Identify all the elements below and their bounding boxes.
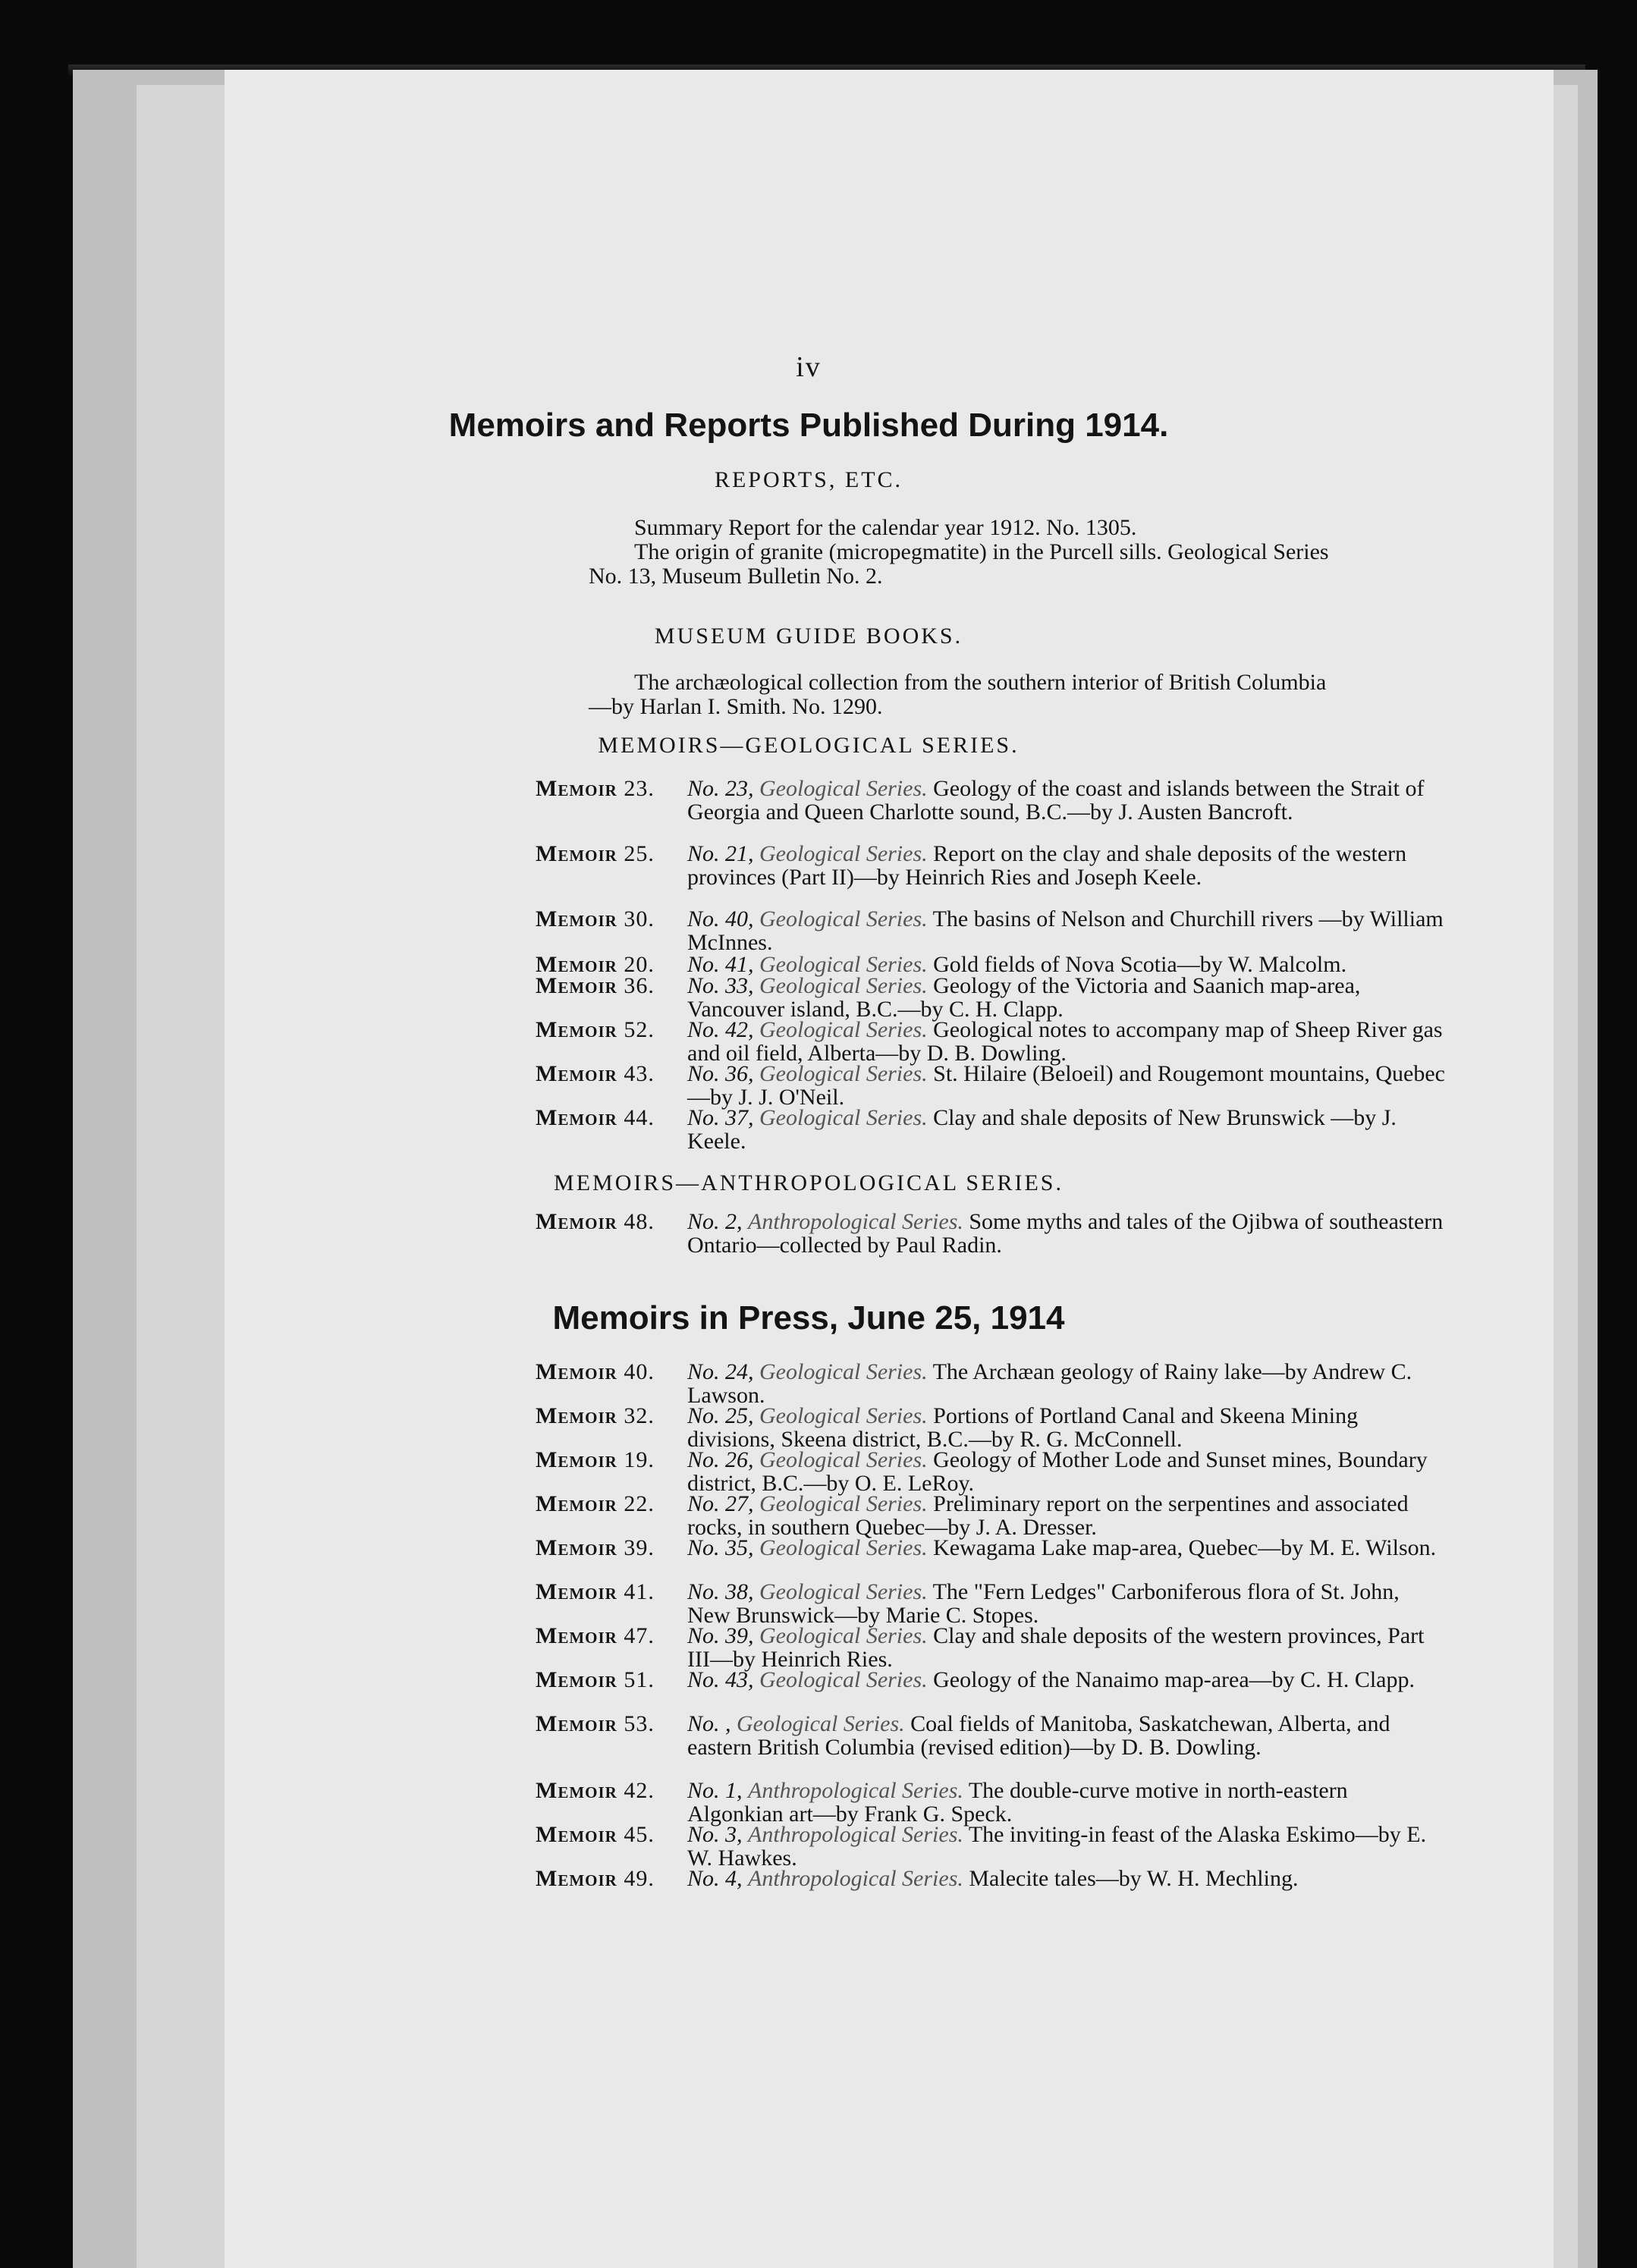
memoir-description [687, 1062, 1446, 1109]
memoir-title: Portions of Portland Canal and Skeena Mining divisions, Skeena district, B.C.—by R. G. McConnell. [687, 1403, 1359, 1452]
memoir-description [687, 1536, 1446, 1560]
memoir-description [687, 1624, 1446, 1671]
memoir-label [536, 1668, 687, 1692]
report-line: Summary Report for the calendar year 1912. No. 1305. [634, 515, 1137, 540]
memoir-title: The inviting-in feast of the Alaska Eskimo—by E. W. Hawkes. [687, 1822, 1427, 1871]
memoir-description [687, 1580, 1446, 1627]
memoir-word: Memoir [536, 776, 617, 801]
memoir-label [536, 1448, 687, 1472]
memoir-description [687, 1448, 1446, 1495]
memoir-title: Geology of the coast and islands between the Strait of Georgia and Queen Charlotte sound, B.C.—by J. Austen Bancroft. [687, 776, 1425, 825]
series-name: Geological Series. [759, 952, 928, 977]
series-number: No. 43, [687, 1667, 754, 1692]
section-heading-reports: REPORTS, ETC. [714, 467, 903, 492]
memoir-title: St. Hilaire (Beloeil) and Rougemont mountains, Quebec—by J. J. O'Neil. [687, 1061, 1445, 1110]
memoir-description [687, 1404, 1446, 1451]
series-name: Geological Series. [737, 1711, 905, 1736]
memoir-label [536, 777, 687, 800]
memoir-label [536, 1062, 687, 1085]
series-number: No. 38, [687, 1579, 754, 1604]
series-number: No. 1, [687, 1778, 743, 1803]
memoir-title: The "Fern Ledges" Carboniferous flora of St. John, New Brunswick—by Marie C. Stopes. [687, 1579, 1400, 1628]
memoir-word: Memoir [536, 1778, 617, 1803]
memoir-description [687, 842, 1446, 889]
series-name: Geological Series. [759, 1403, 928, 1428]
memoir-label [536, 1210, 687, 1233]
memoir-description [687, 1018, 1446, 1065]
memoir-title: Geology of the Nanaimo map-area—by C. H. Clapp. [933, 1667, 1415, 1692]
memoir-label [536, 1624, 687, 1648]
memoir-number: 49. [624, 1866, 655, 1891]
memoir-description [687, 1210, 1446, 1257]
guide-line: —by Harlan I. Smith. No. 1290. [589, 694, 883, 719]
page-title: Memoirs and Reports Published During 1914. [448, 407, 1169, 444]
series-name: Anthropological Series. [748, 1778, 963, 1803]
series-number: No. 3, [687, 1822, 743, 1847]
memoir-description [687, 907, 1446, 954]
memoir-description [687, 974, 1446, 1021]
memoir-number: 32. [624, 1403, 655, 1428]
memoir-label [536, 1536, 687, 1560]
series-number: No. 39, [687, 1623, 754, 1648]
memoir-title: Report on the clay and shale deposits of the western provinces (Part II)—by Heinrich Ries and Joseph Keele. [687, 841, 1407, 890]
series-number: No. 41, [687, 952, 754, 977]
memoir-description [687, 777, 1446, 824]
series-number: No. 37, [687, 1105, 754, 1130]
memoir-label [536, 1492, 687, 1516]
reports-list [589, 516, 1637, 589]
series-number: No. 21, [687, 841, 754, 866]
series-name: Geological Series. [759, 1105, 928, 1130]
memoir-number: 41. [624, 1579, 655, 1604]
guide-books-list [589, 671, 1637, 719]
series-name: Geological Series. [759, 1447, 928, 1472]
section-heading-geological: MEMOIRS—GEOLOGICAL SERIES. [598, 733, 1020, 758]
memoir-label [536, 1580, 687, 1604]
memoir-label [536, 1823, 687, 1846]
series-name: Geological Series. [759, 906, 928, 931]
series-name: Geological Series. [759, 1579, 928, 1604]
memoir-number: 19. [624, 1447, 655, 1472]
memoir-word: Memoir [536, 1822, 617, 1847]
memoir-word: Memoir [536, 1711, 617, 1736]
report-line: The origin of granite (micropegmatite) in the Purcell sills. Geological Series [634, 539, 1329, 564]
section-heading-anthropological: MEMOIRS—ANTHROPOLOGICAL SERIES. [554, 1170, 1064, 1195]
memoir-title: Malecite tales—by W. H. Mechling. [969, 1866, 1299, 1891]
page-content [300, 0, 1447, 2268]
guide-line: The archæological collection from the southern interior of British Columbia [634, 670, 1327, 695]
memoir-title: The double-curve motive in north-eastern Algonkian art—by Frank G. Speck. [687, 1778, 1348, 1827]
series-name: Geological Series. [759, 776, 928, 801]
memoir-description [687, 1668, 1446, 1692]
series-name: Anthropological Series. [748, 1209, 963, 1234]
memoir-title: Preliminary report on the serpentines and associated rocks, in southern Quebec—by J. A. Dresser. [687, 1491, 1409, 1540]
memoir-word: Memoir [536, 952, 617, 977]
memoir-label [536, 1779, 687, 1802]
memoir-title: Coal fields of Manitoba, Saskatchewan, Alberta, and eastern British Columbia (revised edition)—by D. B. Dowling. [687, 1711, 1390, 1760]
series-number: No. , [687, 1711, 731, 1736]
memoir-description [687, 1823, 1446, 1870]
memoir-number: 20. [624, 952, 655, 977]
series-number: No. 2, [687, 1209, 743, 1234]
memoir-title: Clay and shale deposits of New Brunswick —by J. Keele. [687, 1105, 1397, 1154]
memoir-number: 52. [624, 1017, 655, 1042]
series-number: No. 35, [687, 1535, 754, 1560]
series-name: Geological Series. [759, 1359, 928, 1384]
memoir-title: Some myths and tales of the Ojibwa of southeastern Ontario—collected by Paul Radin. [687, 1209, 1444, 1258]
memoir-description [687, 1867, 1446, 1890]
memoir-number: 30. [624, 906, 655, 931]
series-number: No. 33, [687, 973, 754, 998]
series-name: Anthropological Series. [748, 1866, 963, 1891]
memoir-word: Memoir [536, 1209, 617, 1234]
memoir-number: 25. [624, 841, 655, 866]
memoir-word: Memoir [536, 1105, 617, 1130]
memoir-label [536, 974, 687, 997]
memoir-word: Memoir [536, 1623, 617, 1648]
memoir-word: Memoir [536, 1535, 617, 1560]
memoir-word: Memoir [536, 841, 617, 866]
series-number: No. 24, [687, 1359, 754, 1384]
memoir-title: Clay and shale deposits of the western provinces, Part III—by Heinrich Ries. [687, 1623, 1425, 1672]
memoir-word: Memoir [536, 1579, 617, 1604]
memoir-word: Memoir [536, 1359, 617, 1384]
memoir-label [536, 907, 687, 931]
series-number: No. 42, [687, 1017, 754, 1042]
memoir-title: The basins of Nelson and Churchill rivers —by William McInnes. [687, 906, 1444, 955]
series-number: No. 26, [687, 1447, 754, 1472]
memoir-number: 45. [624, 1822, 655, 1847]
memoir-title: Geology of the Victoria and Saanich map-area, Vancouver island, B.C.—by C. H. Clapp. [687, 973, 1361, 1022]
report-line: No. 13, Museum Bulletin No. 2. [589, 564, 883, 589]
memoir-label [536, 1018, 687, 1041]
section-heading-guide-books: MUSEUM GUIDE BOOKS. [654, 624, 963, 649]
series-number: No. 4, [687, 1866, 743, 1891]
memoir-number: 48. [624, 1209, 655, 1234]
memoir-number: 23. [624, 776, 655, 801]
memoir-number: 47. [624, 1623, 655, 1648]
memoir-word: Memoir [536, 1667, 617, 1692]
page-number: iv [796, 351, 822, 383]
series-number: No. 25, [687, 1403, 754, 1428]
memoir-label [536, 1360, 687, 1384]
memoir-word: Memoir [536, 1017, 617, 1042]
memoir-title: Gold fields of Nova Scotia—by W. Malcolm. [933, 952, 1347, 977]
series-name: Geological Series. [759, 1491, 928, 1516]
memoir-number: 40. [624, 1359, 655, 1384]
memoir-number: 43. [624, 1061, 655, 1086]
memoir-label [536, 1867, 687, 1890]
memoir-label [536, 842, 687, 865]
series-name: Geological Series. [759, 1667, 928, 1692]
series-name: Anthropological Series. [748, 1822, 963, 1847]
memoir-label [536, 1712, 687, 1736]
memoir-word: Memoir [536, 1403, 617, 1428]
series-name: Geological Series. [759, 1535, 928, 1560]
memoir-description [687, 1492, 1446, 1539]
series-number: No. 23, [687, 776, 754, 801]
memoir-number: 39. [624, 1535, 655, 1560]
memoir-word: Memoir [536, 973, 617, 998]
memoir-description [687, 1779, 1446, 1826]
memoir-number: 44. [624, 1105, 655, 1130]
memoir-word: Memoir [536, 1061, 617, 1086]
memoir-number: 51. [624, 1667, 655, 1692]
series-name: Geological Series. [759, 841, 928, 866]
memoir-number: 22. [624, 1491, 655, 1516]
series-number: No. 40, [687, 906, 754, 931]
memoir-description [687, 1360, 1446, 1407]
series-number: No. 36, [687, 1061, 754, 1086]
memoir-title: The Archæan geology of Rainy lake—by Andrew C. Lawson. [687, 1359, 1412, 1408]
memoir-number: 36. [624, 973, 655, 998]
memoir-word: Memoir [536, 1491, 617, 1516]
memoir-description [687, 1712, 1446, 1759]
memoir-label [536, 1106, 687, 1129]
memoir-title: Geological notes to accompany map of Sheep River gas and oil field, Alberta—by D. B. Dowling. [687, 1017, 1443, 1066]
memoir-number: 42. [624, 1778, 655, 1803]
memoir-label [536, 1404, 687, 1428]
memoir-word: Memoir [536, 906, 617, 931]
series-name: Geological Series. [759, 1017, 928, 1042]
memoir-description [687, 1106, 1446, 1153]
memoir-word: Memoir [536, 1447, 617, 1472]
memoir-title: Kewagama Lake map-area, Quebec—by M. E. Wilson. [933, 1535, 1437, 1560]
press-title: Memoirs in Press, June 25, 1914 [552, 1299, 1065, 1337]
series-number: No. 27, [687, 1491, 754, 1516]
series-name: Geological Series. [759, 1623, 928, 1648]
memoir-word: Memoir [536, 1866, 617, 1891]
series-name: Geological Series. [759, 973, 928, 998]
memoir-title: Geology of Mother Lode and Sunset mines, Boundary district, B.C.—by O. E. LeRoy. [687, 1447, 1428, 1496]
memoir-number: 53. [624, 1711, 655, 1736]
series-name: Geological Series. [759, 1061, 928, 1086]
